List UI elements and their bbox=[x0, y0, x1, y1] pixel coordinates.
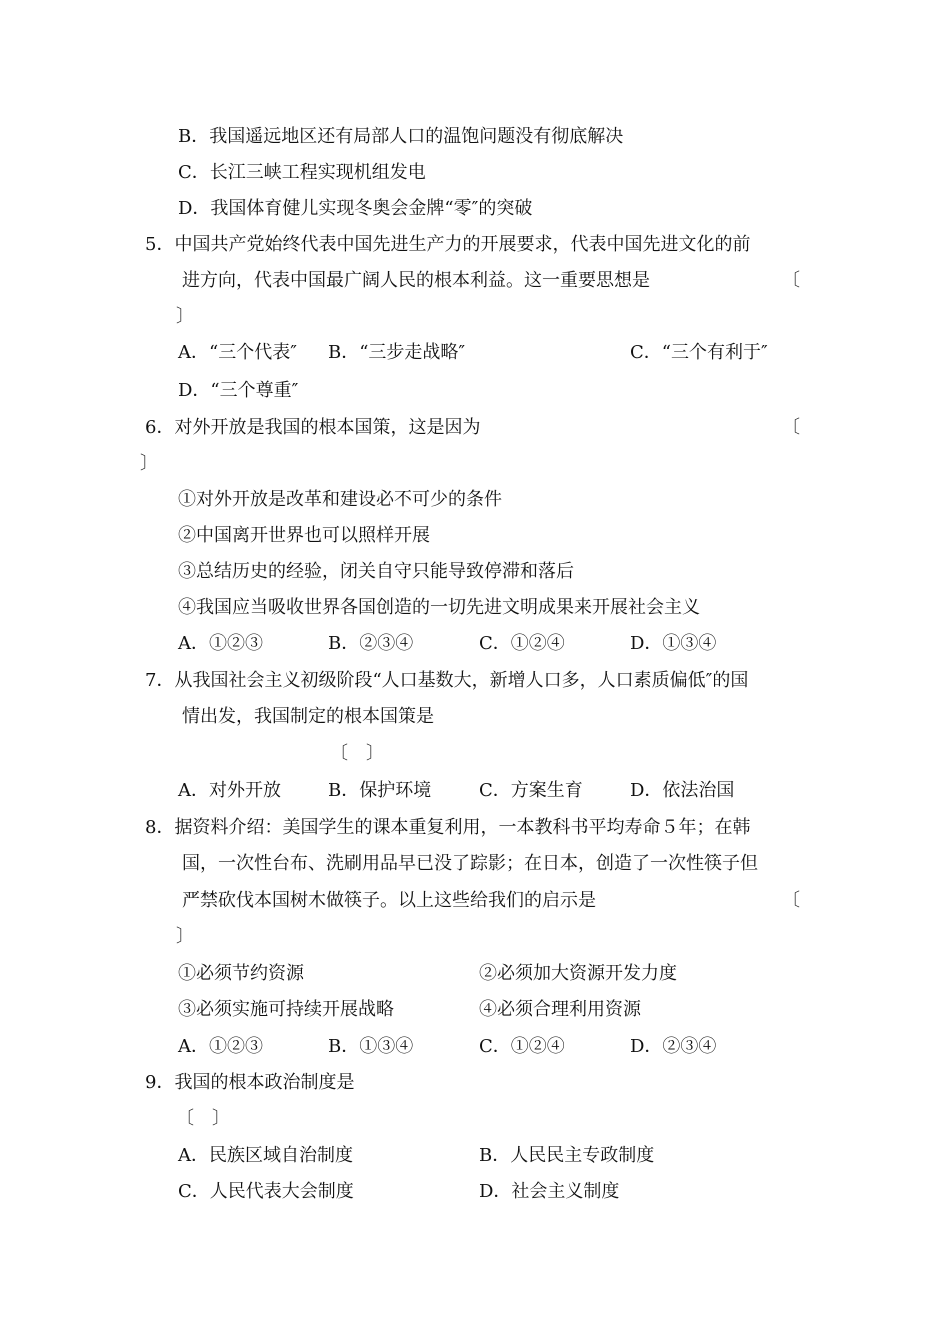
q9-answer-paren: 〔 〕 bbox=[176, 1108, 230, 1129]
q8-answer-paren-close: 〕 bbox=[176, 926, 194, 947]
q5-answer-paren-close: 〕 bbox=[176, 306, 194, 327]
q8-option-c: C．①②④ bbox=[479, 1036, 565, 1057]
q5-answer-paren-open: 〔 bbox=[782, 270, 800, 291]
q4-option-c: C．长江三峡工程实现机组发电 bbox=[178, 162, 426, 183]
q8-option-b: B．①③④ bbox=[328, 1036, 414, 1057]
q8-answer-paren-open: 〔 bbox=[782, 890, 800, 911]
q8-item-4: ④必须合理利用资源 bbox=[479, 999, 641, 1020]
q5-option-c: C．“三个有利于″ bbox=[630, 342, 768, 363]
q7-option-d: D．依法治国 bbox=[630, 780, 735, 801]
q8-stem-line1: 8．据资料介绍：美国学生的课本重复利用，一本教科书平均寿命５年；在韩 bbox=[145, 817, 751, 838]
q8-stem-line3: 严禁砍伐本国树木做筷子。以上这些给我们的启示是 bbox=[182, 890, 596, 911]
q8-option-d: D．②③④ bbox=[630, 1036, 717, 1057]
q5-option-a: A．“三个代表″ bbox=[178, 342, 297, 363]
q8-item-2: ②必须加大资源开发力度 bbox=[479, 963, 677, 984]
q5-stem-line1: 5．中国共产党始终代表中国先进生产力的开展要求，代表中国先进文化的前 bbox=[145, 234, 751, 255]
q8-option-a: A．①②③ bbox=[178, 1036, 263, 1057]
q8-item-1: ①必须节约资源 bbox=[178, 963, 304, 984]
q7-stem-line1: 7．从我国社会主义初级阶段“人口基数大，新增人口多，人口素质偏低″的国 bbox=[145, 670, 749, 691]
q6-item-1: ①对外开放是改革和建设必不可少的条件 bbox=[178, 489, 502, 510]
q7-stem-line2: 情出发，我国制定的根本国策是 bbox=[182, 706, 434, 727]
q5-option-b: B．“三步走战略″ bbox=[328, 342, 466, 363]
q5-stem-line2: 进方向，代表中国最广阔人民的根本利益。这一重要思想是 bbox=[182, 270, 650, 291]
q9-option-b: B．人民民主专政制度 bbox=[479, 1145, 655, 1166]
q6-stem-line1: 6．对外开放是我国的根本国策，这是因为 bbox=[145, 417, 481, 438]
q9-option-c: C．人民代表大会制度 bbox=[178, 1181, 354, 1202]
q5-option-d: D．“三个尊重″ bbox=[178, 380, 299, 401]
q6-option-d: D．①③④ bbox=[630, 633, 717, 654]
q6-item-2: ②中国离开世界也可以照样开展 bbox=[178, 525, 430, 546]
q4-option-d: D．我国体育健儿实现冬奥会金牌“零″的突破 bbox=[178, 198, 533, 219]
q6-answer-paren-close: 〕 bbox=[140, 453, 158, 474]
q9-option-d: D．社会主义制度 bbox=[479, 1181, 620, 1202]
q8-item-3: ③必须实施可持续开展战略 bbox=[178, 999, 394, 1020]
q9-option-a: A．民族区域自治制度 bbox=[178, 1145, 353, 1166]
q8-stem-line2: 国，一次性台布、洗刷用品早已没了踪影；在日本，创造了一次性筷子但 bbox=[182, 853, 758, 874]
q6-answer-paren-open: 〔 bbox=[782, 417, 800, 438]
q7-option-a: A．对外开放 bbox=[178, 780, 281, 801]
q6-option-c: C．①②④ bbox=[479, 633, 565, 654]
q6-option-a: A．①②③ bbox=[178, 633, 263, 654]
q9-stem-line1: 9．我国的根本政治制度是 bbox=[145, 1072, 355, 1093]
q6-item-3: ③总结历史的经验，闭关自守只能导致停滞和落后 bbox=[178, 561, 574, 582]
q7-option-c: C．方案生育 bbox=[479, 780, 583, 801]
q7-option-b: B．保护环境 bbox=[328, 780, 432, 801]
q6-option-b: B．②③④ bbox=[328, 633, 414, 654]
q4-option-b: B．我国遥远地区还有局部人口的温饱问题没有彻底解决 bbox=[178, 126, 624, 147]
q6-item-4: ④我国应当吸收世界各国创造的一切先进文明成果来开展社会主义 bbox=[178, 597, 700, 618]
q7-answer-paren: 〔 〕 bbox=[330, 743, 384, 764]
